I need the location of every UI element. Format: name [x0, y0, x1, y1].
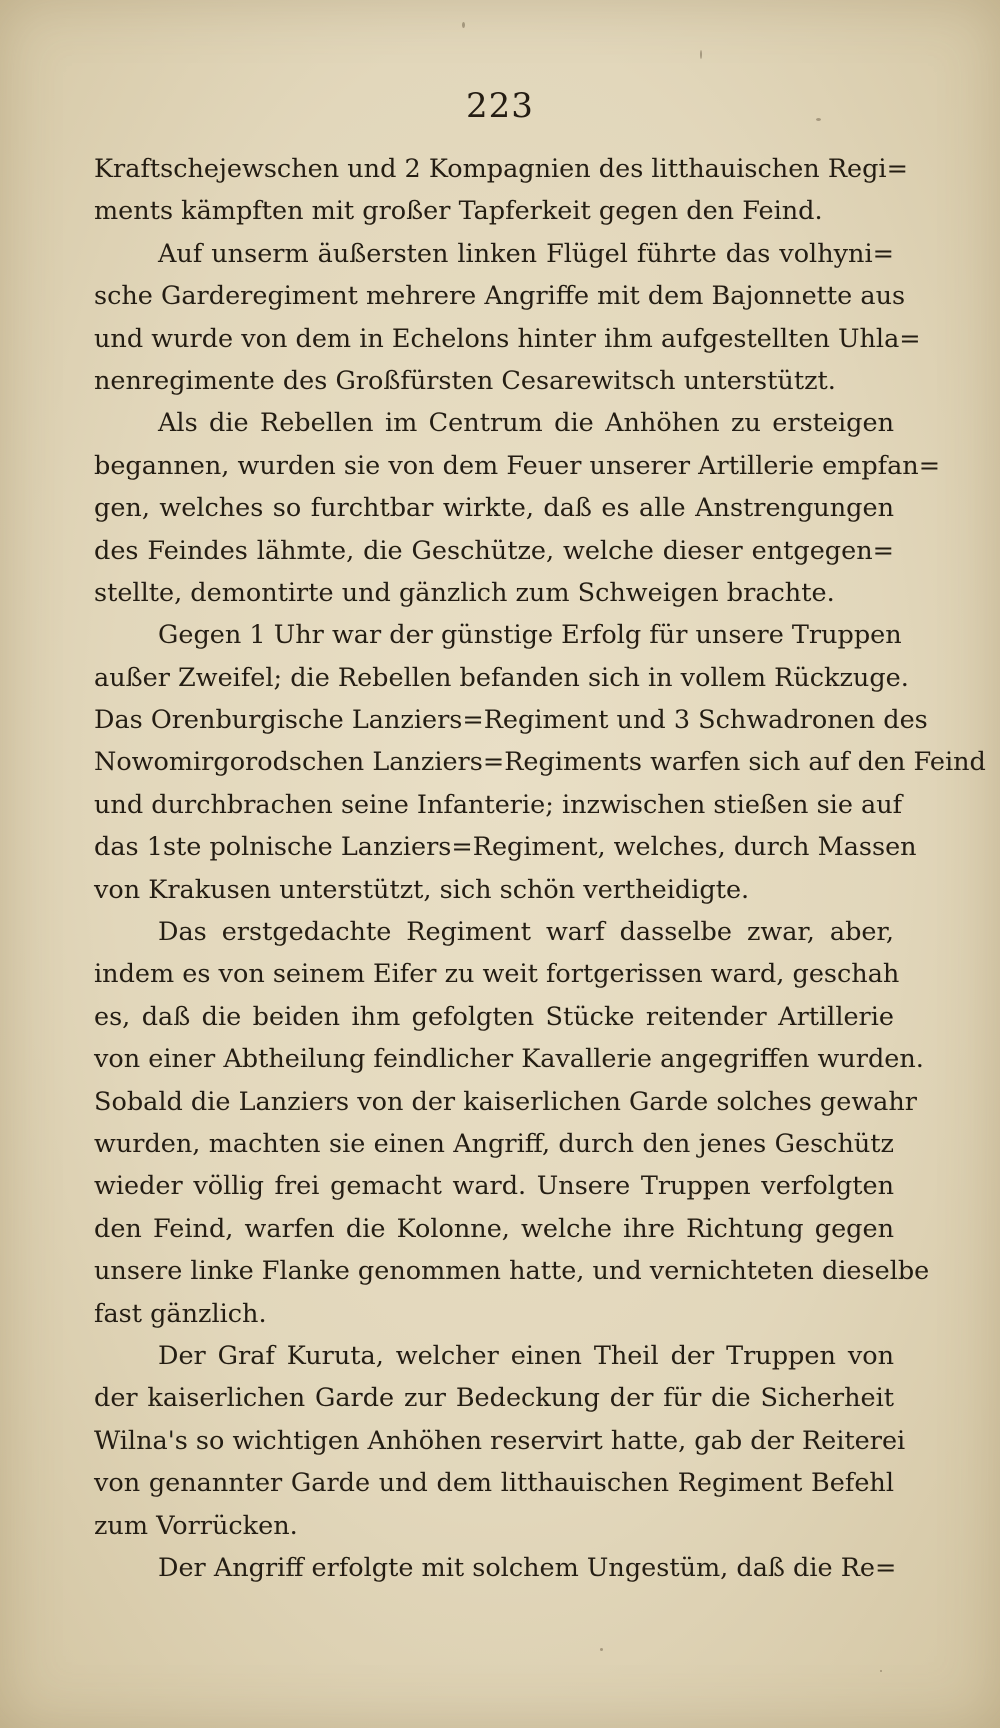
- text-line: es, daß die beiden ihm gefolgten Stücke reitender Artillerie: [94, 1001, 894, 1032]
- text-line: Kraftschejewschen und 2 Kompagnien des litthauischen Regi=: [94, 154, 908, 184]
- text-line: Das Orenburgische Lanziers=Regiment und 3 Schwadronen des: [94, 705, 928, 736]
- text-line: wieder völlig frei gemacht ward. Unsere Truppen verfolgten: [94, 1171, 894, 1202]
- paper-speck: [700, 50, 702, 59]
- text-line: wurden, machten sie einen Angriff, durch den jenes Geschütz: [94, 1128, 894, 1159]
- text-line: indem es von seinem Eifer zu weit fortgerissen ward, geschah: [94, 959, 900, 990]
- text-line: ments kämpften mit großer Tapferkeit gegen den Feind.: [94, 196, 823, 227]
- text-line: nenregimente des Großfürsten Cesarewitsch unterstützt.: [94, 365, 836, 396]
- text-line: unsere linke Flanke genommen hatte, und vernichteten dieselbe: [94, 1256, 930, 1287]
- text-line: Der Graf Kuruta, welcher einen Theil der Truppen von: [158, 1340, 894, 1371]
- text-line: von Krakusen unterstützt, sich schön vertheidigte.: [94, 874, 750, 905]
- text-line: Gegen 1 Uhr war der günstige Erfolg für unsere Truppen: [158, 620, 902, 651]
- paper-speck: [880, 1670, 882, 1672]
- text-line: fast gänzlich.: [94, 1298, 267, 1329]
- text-line: von genannter Garde und dem litthauischen Regiment Befehl: [94, 1468, 894, 1499]
- text-line: Der Angriff erfolgte mit solchem Ungestüm, daß die Re=: [158, 1552, 897, 1583]
- text-line: der kaiserlichen Garde zur Bedeckung der für die Sicherheit: [94, 1383, 894, 1414]
- text-line: sche Garderegiment mehrere Angriffe mit dem Bajonnette aus: [94, 281, 906, 312]
- paper-speck: [462, 22, 465, 28]
- text-line: stellte, demontirte und gänzlich zum Schweigen brachte.: [94, 577, 835, 608]
- text-line: des Feindes lähmte, die Geschütze, welche dieser entgegen=: [94, 535, 894, 566]
- text-line: von einer Abtheilung feindlicher Kavallerie angegriffen wurden.: [94, 1044, 924, 1075]
- page-number: 223: [466, 86, 534, 126]
- text-line: und durchbrachen seine Infanterie; inzwischen stießen sie auf: [94, 789, 903, 820]
- text-line: Auf unserm äußersten linken Flügel führte das volhyni=: [158, 238, 894, 269]
- text-line: Sobald die Lanziers von der kaiserlichen Garde solches gewahr: [94, 1086, 917, 1117]
- text-line: Nowomirgorodschen Lanziers=Regiments warfen sich auf den Feind: [94, 747, 986, 778]
- body-text: [94, 148, 986, 1589]
- text-line: Das erstgedachte Regiment warf dasselbe zwar, aber,: [158, 917, 894, 948]
- text-line: begannen, wurden sie von dem Feuer unserer Artillerie empfan=: [94, 450, 941, 481]
- text-line: Als die Rebellen im Centrum die Anhöhen zu ersteigen: [158, 408, 894, 439]
- text-line: und wurde von dem in Echelons hinter ihm aufgestellten Uhla=: [94, 323, 921, 354]
- paper-speck: [600, 1648, 603, 1651]
- text-line: zum Vorrücken.: [94, 1510, 298, 1541]
- text-line: das 1ste polnische Lanziers=Regiment, welches, durch Massen: [94, 832, 917, 863]
- text-line: Wilna's so wichtigen Anhöhen reservirt hatte, gab der Reiterei: [94, 1425, 906, 1456]
- text-line: den Feind, warfen die Kolonne, welche ihre Richtung gegen: [94, 1213, 894, 1244]
- text-line: außer Zweifel; die Rebellen befanden sich in vollem Rückzuge.: [94, 662, 909, 693]
- text-line: gen, welches so furchtbar wirkte, daß es alle Anstrengungen: [94, 493, 894, 524]
